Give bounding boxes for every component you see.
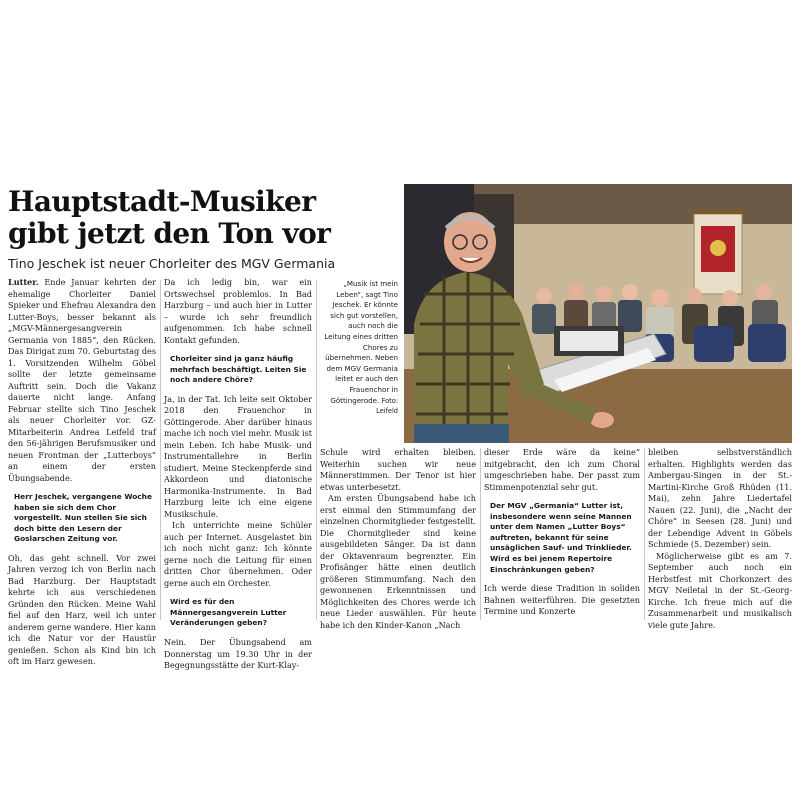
answer-paragraph: Oh, das geht schnell. Vor zwei Jahren verzog ich von Berlin nach Bad Harzburg. Der Hauptstadt kehrte ich aus verschiedenen Gründen den Rücken. Meine Wahl fiel auf den Harz, weil ich unter anderem gerne wandere. Hier kann ich die Natur vor der Haustür genießen. Schon als Kind bin ich oft im Harz gewesen. <box>8 552 156 667</box>
column-divider <box>316 280 317 620</box>
column-divider <box>160 280 161 620</box>
intro-paragraph <box>8 277 156 484</box>
dateline: Lutter. <box>8 277 39 287</box>
article-column-2 <box>164 277 312 672</box>
photo-credit: Foto: Leifeld <box>376 396 398 416</box>
interview-question: Der MGV „Germania“ Lutter ist, insbesondere wenn seine Mannen unter dem Namen „Lutter Boys“ auftreten, bekannt für seine unsäglichen Sauf- und Trinklieder. Wird es bei jenem Repertoire Einschränkungen geben? <box>490 501 632 574</box>
answer-paragraph: dieser Erde wäre da keine“ mitgebracht, den ich zum Choral umgeschrieben habe. Der passt zum Stimmenpotenzial sehr gut. <box>484 447 640 492</box>
answer-paragraph: Ich werde diese Tradition in soliden Bahnen weiterführen. Die gesetzten Termine und Konzerte <box>484 583 640 617</box>
headline-line-2: gibt jetzt den Ton vor <box>8 217 331 250</box>
answer-paragraph: Schule wird erhalten bleiben. Weiterhin suchen wir neue Männerstimmen. Der Tenor ist hier etwas unterbesetzt. <box>320 447 476 492</box>
article-column-5 <box>648 447 792 631</box>
answer-paragraph: Da ich ledig bin, war ein Ortswechsel problemlos. In Bad Harzburg – und auch hier in Lutter – wurde ich sehr freundlich aufgenommen. Ich habe schnell Kontakt gefunden. <box>164 277 312 345</box>
article-photo <box>404 184 792 443</box>
answer-paragraph: Möglicherweise gibt es am 7. September auch noch ein Herbstfest mit Chorkonzert des MGV Neiletal in der St.-Georg-Kirche. Ich freue mich auf die Zusammenarbeit und musikalisch viele gute Jahre. <box>648 550 792 630</box>
answer-paragraph: bleiben selbstverständlich erhalten. Highlights werden das Ambergau-Singen in der St.-Martini-Kirche Groß Rhüden (11. Mai), zehn Jahre Liedertafel Nauen (22. Juni), die „Nacht der Chöre“ in Seesen (28. Juni) und der Lebendige Advent in Göbels Schmiede (5. Dezember) sein. <box>648 447 792 549</box>
answer-paragraph: Am ersten Übungsabend habe ich erst einmal den Stimmumfang der einzelnen Chormitglieder festgestellt. Die Chormitglieder sind keine ausgebildeten Sänger. Da ist dann der Oktavenraum begrenzter. Ein Profisänger hätte einen deutlich größeren Stimmumfang. Nach den gewonnenen Erkenntnissen und Möglichkeiten des Chores werde ich neue Lieder auswählen. Für heute habe ich den Kinder-Kanon „Nach <box>320 493 476 630</box>
interview-question: Chorleiter sind ja ganz häufig mehrfach beschäftigt. Leiten Sie noch andere Chöre? <box>170 354 307 385</box>
caption-text: „Musik ist mein Leben“, sagt Tino Jeschek. Er könnte sich gut vorstellen, auch noch die Leitung eines dritten Chores zu übernehmen. Neben dem MGV Germania leitet er auch den Frauenchor in Göttingerode. <box>324 279 398 405</box>
article-column-1 <box>8 277 156 668</box>
interview-question: Wird es für den Männergesangverein Lutter Veränderungen geben? <box>170 597 287 628</box>
chor-banner <box>692 210 744 294</box>
headline <box>8 186 408 250</box>
article-column-3 <box>320 447 476 631</box>
intro-text: Ende Januar kehrten der ehemalige Chorleiter Daniel Spieker und Ehefrau Alexandra den Lutter-Boys, besser bekannt als „MGV-Männergesangverein Germania von 1885“, den Rücken. Das Dirigat zum 70. Geburtstag des 1. Vorsitzenden Wilhelm Göbel sollte der letzte gemeinsame Auftritt sein. Doch die Vakanz dauerte nicht lange. Anfang Februar stellte sich Tino Jeschek als neuer Chorleiter vor. GZ-Mitarbeiterin Andrea Leifeld traf den 56-jährigen Berufsmusiker und neuen Frontman der „Lutterboys“ an einem der ersten Übungsabende. <box>8 277 156 483</box>
headline-line-1: Hauptstadt-Musiker <box>8 185 316 218</box>
photo-illustration <box>404 184 792 443</box>
answer-paragraph: Ich unterrichte meine Schüler auch per Internet. Ausgelastet bin ich noch nicht ganz: Ich könnte gerne noch die Leitung für einen dritten Chor übernehmen. Oder gerne auch ein Orchester. <box>164 520 312 588</box>
column-divider <box>644 448 645 620</box>
answer-paragraph: Ja, in der Tat. Ich leite seit Oktober 2018 den Frauenchor in Göttingerode. Aber darüber hinaus mache ich noch viel mehr. Musik ist mein Leben. Ich habe Musik- und Instrumentallehre in Berlin studiert. Meine Steckenpferde sind Akkordeon und diatonische Harmonika-Instrumente. In Bad Harzburg leite ich eine eigene Musikschule. <box>164 393 312 519</box>
article-column-4 <box>484 447 640 618</box>
interview-question: Herr Jeschek, vergangene Woche haben sie sich dem Chor vorgestellt. Nun stellen Sie sich doch bitte den Lesern der Goslarschen Zeitung vor. <box>14 492 152 544</box>
answer-paragraph: Nein. Der Übungsabend am Donnerstag um 19.30 Uhr in der Begegnungsstätte der Kurt-Klay- <box>164 637 312 671</box>
photo-caption <box>320 279 398 417</box>
subheadline: Tino Jeschek ist neuer Chorleiter des MGV Germania <box>8 256 336 271</box>
column-divider <box>480 448 481 620</box>
